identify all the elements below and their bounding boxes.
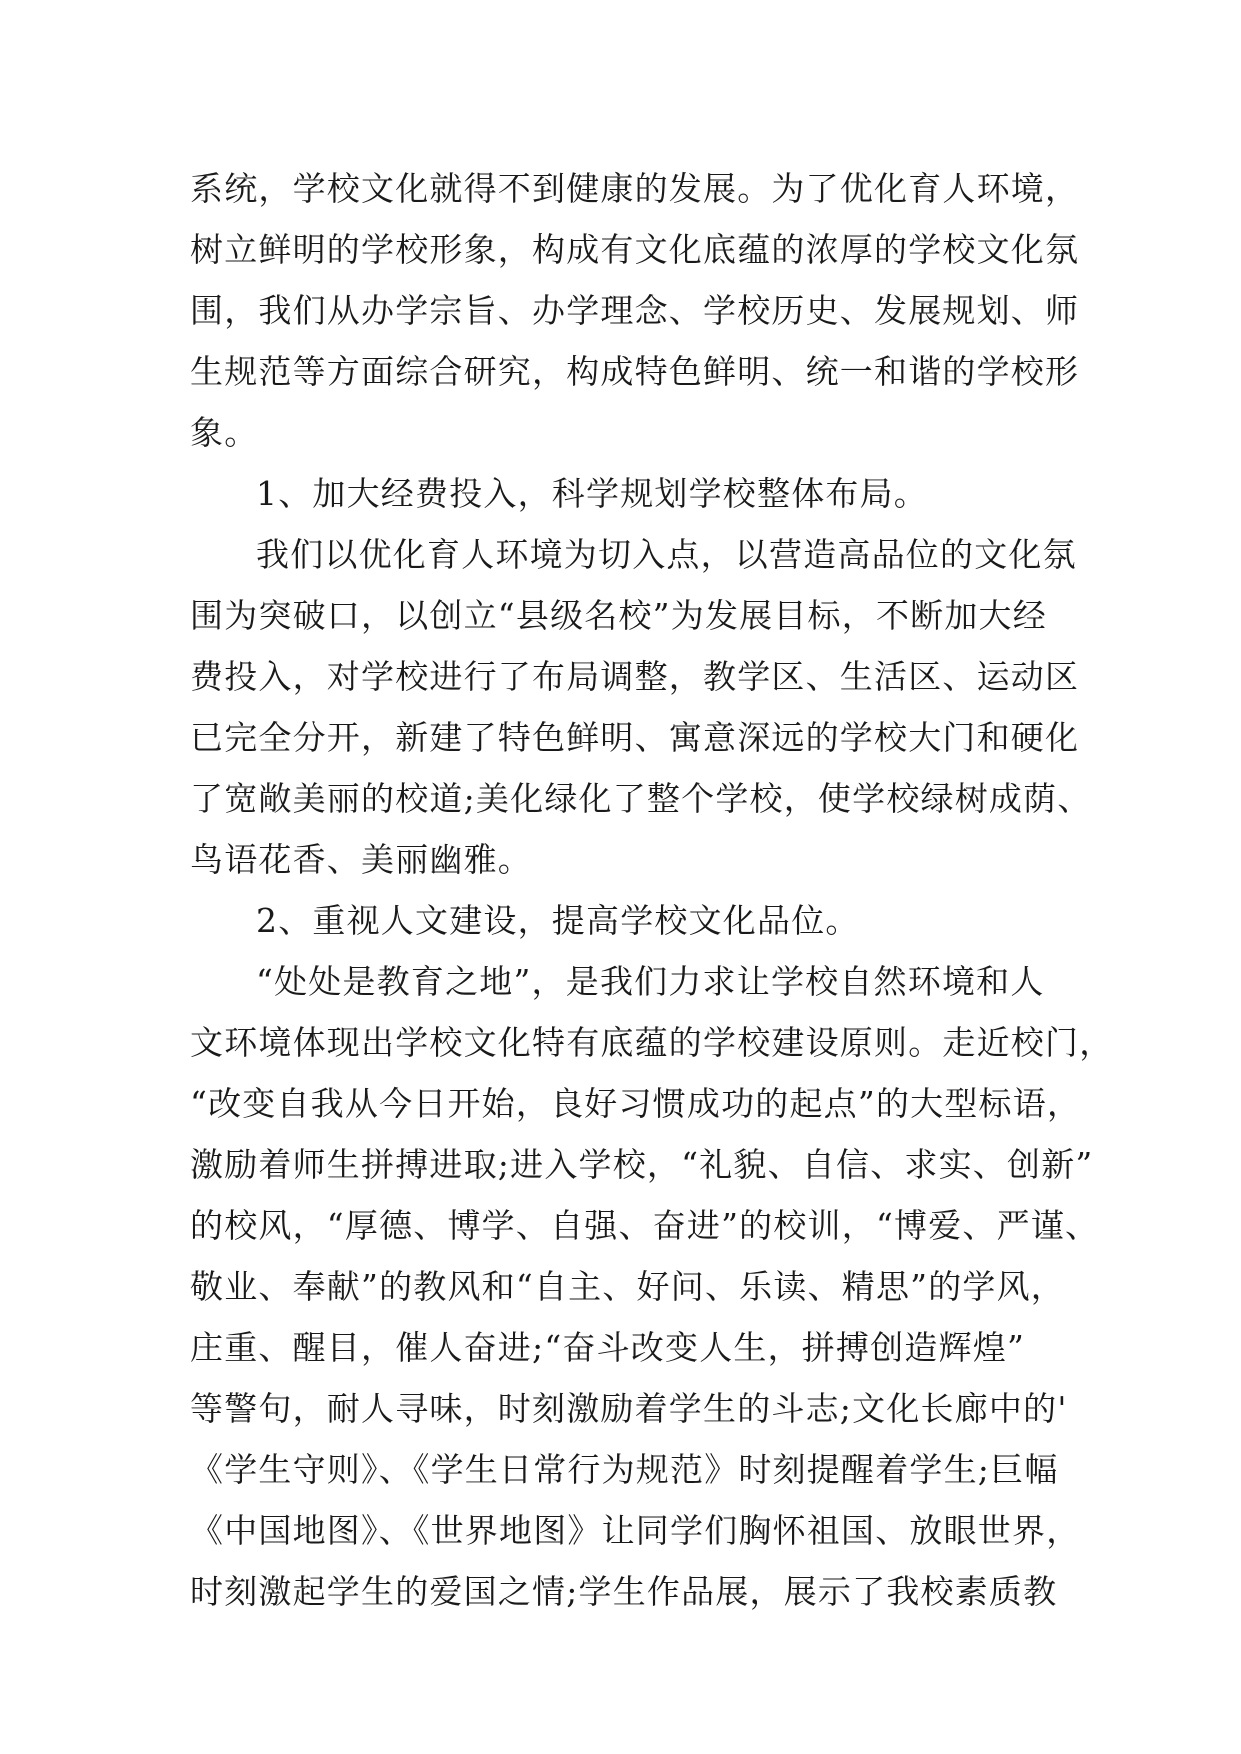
- text-line: 费投入，对学校进行了布局调整，教学区、生活区、运动区: [190, 657, 1080, 696]
- section-heading-2: 2、重视人文建设，提高学校文化品位。: [256, 901, 860, 940]
- text-line: 已完全分开，新建了特色鲜明、寓意深远的学校大门和硬化: [190, 718, 1080, 757]
- text-line: 文环境体现出学校文化特有底蕴的学校建设原则。走近校门，: [190, 1023, 1114, 1062]
- text-line: 系统，学校文化就得不到健康的发展。为了优化育人环境，: [190, 169, 1080, 208]
- text-line: 激励着师生拼搏进取;进入学校，“礼貌、自信、求实、创新”: [190, 1145, 1094, 1184]
- paragraph-start: “处处是教育之地”，是我们力求让学校自然环境和人: [256, 962, 1045, 1001]
- text-line: 树立鲜明的学校形象，构成有文化底蕴的浓厚的学校文化氛: [190, 230, 1080, 269]
- paragraph-start: 我们以优化育人环境为切入点，以营造高品位的文化氛: [256, 535, 1077, 574]
- text-line: 象。: [190, 413, 259, 452]
- text-line: 鸟语花香、美丽幽雅。: [190, 840, 532, 879]
- text-line: 《学生守则》、《学生日常行为规范》时刻提醒着学生;巨幅: [190, 1450, 1059, 1489]
- text-line: 敬业、奉献”的教风和“自主、好问、乐读、精思”的学风，: [190, 1267, 1066, 1306]
- text-line: 生规范等方面综合研究，构成特色鲜明、统一和谐的学校形: [190, 352, 1080, 391]
- text-line: 等警句，耐人寻味，时刻激励着学生的斗志;文化长廊中的': [190, 1389, 1068, 1428]
- text-line: 的校风，“厚德、博学、自强、奋进”的校训，“博爱、严谨、: [190, 1206, 1100, 1245]
- text-line: 庄重、醒目，催人奋进;“奋斗改变人生，拼搏创造辉煌”: [190, 1328, 1026, 1367]
- text-line: 围，我们从办学宗旨、办学理念、学校历史、发展规划、师: [190, 291, 1080, 330]
- document-body: [190, 158, 1114, 1622]
- text-line: 时刻激起学生的爱国之情;学生作品展，展示了我校素质教: [190, 1572, 1058, 1611]
- text-line: 《中国地图》、《世界地图》让同学们胸怀祖国、放眼世界，: [190, 1511, 1081, 1550]
- text-line: 围为突破口，以创立“县级名校”为发展目标，不断加大经: [190, 596, 1047, 635]
- section-heading-1: 1、加大经费投入，科学规划学校整体布局。: [256, 474, 928, 513]
- text-line: 了宽敞美丽的校道;美化绿化了整个学校，使学校绿树成荫、: [190, 779, 1092, 818]
- text-line: “改变自我从今日开始，良好习惯成功的起点”的大型标语，: [190, 1084, 1082, 1123]
